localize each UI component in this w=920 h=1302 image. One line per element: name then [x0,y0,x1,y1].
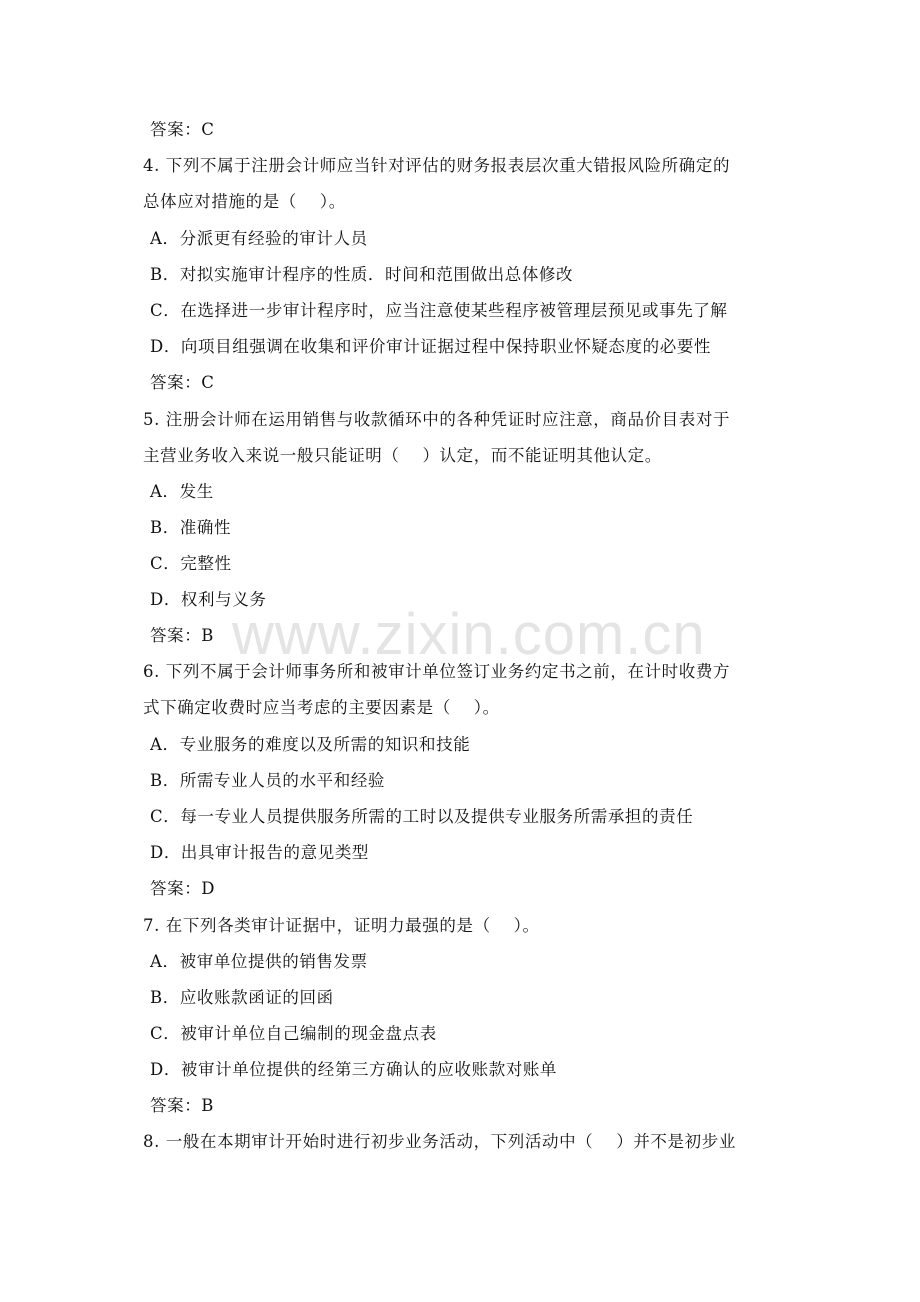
option-line: B．应收账款函证的回函 [150,988,334,1007]
question-number-line: 5. 注册会计师在运用销售与收款循环中的各种凭证时应注意，商品价目表对于 [143,410,731,429]
option-line: A．分派更有经验的审计人员 [150,229,368,248]
question-continuation-line: 主营业务收入来说一般只能证明（ ）认定，而不能证明其他认定。 [143,446,662,465]
option-line: D．向项目组强调在收集和评价审计证据过程中保持职业怀疑态度的必要性 [150,337,712,356]
option-line: C．完整性 [150,554,232,573]
option-line: C．每一专业人员提供服务所需的工时以及提供专业服务所需承担的责任 [150,807,694,826]
option-line: D．被审计单位提供的经第三方确认的应收账款对账单 [150,1060,558,1079]
watermark: www.zixin.com.cn [232,602,706,667]
question-number-line: 8. 一般在本期审计开始时进行初步业务活动，下列活动中（ ）并不是初步业 [143,1132,736,1151]
option-line: A．发生 [150,482,214,501]
option-line: B．所需专业人员的水平和经验 [150,771,386,790]
answer-line: 答案：B [150,626,215,645]
answer-line: 答案：D [150,879,216,898]
option-line: D．权利与义务 [150,590,267,609]
option-line: C．被审计单位自己编制的现金盘点表 [150,1024,437,1043]
option-line: A．专业服务的难度以及所需的知识和技能 [150,735,471,754]
question-continuation-line: 总体应对措施的是（ ）。 [143,192,346,211]
question-number-line: 6. 下列不属于会计师事务所和被审计单位签订业务约定书之前，在计时收费方 [143,662,731,681]
option-line: C．在选择进一步审计程序时，应当注意使某些程序被管理层预见或事先了解 [150,301,728,320]
option-line: D．出具审计报告的意见类型 [150,843,370,862]
answer-line: 答案：C [150,373,215,392]
question-continuation-line: 式下确定收费时应当考虑的主要因素是（ ）。 [143,698,500,717]
question-number-line: 4. 下列不属于注册会计师应当针对评估的财务报表层次重大错报风险所确定的 [143,156,731,175]
option-line: B．对拟实施审计程序的性质．时间和范围做出总体修改 [150,265,574,284]
answer-line: 答案：C [150,120,215,139]
question-number-line: 7. 在下列各类审计证据中，证明力最强的是（ ）。 [143,916,540,935]
option-line: A．被审单位提供的销售发票 [150,952,368,971]
option-line: B．准确性 [150,518,232,537]
answer-line: 答案：B [150,1096,215,1115]
